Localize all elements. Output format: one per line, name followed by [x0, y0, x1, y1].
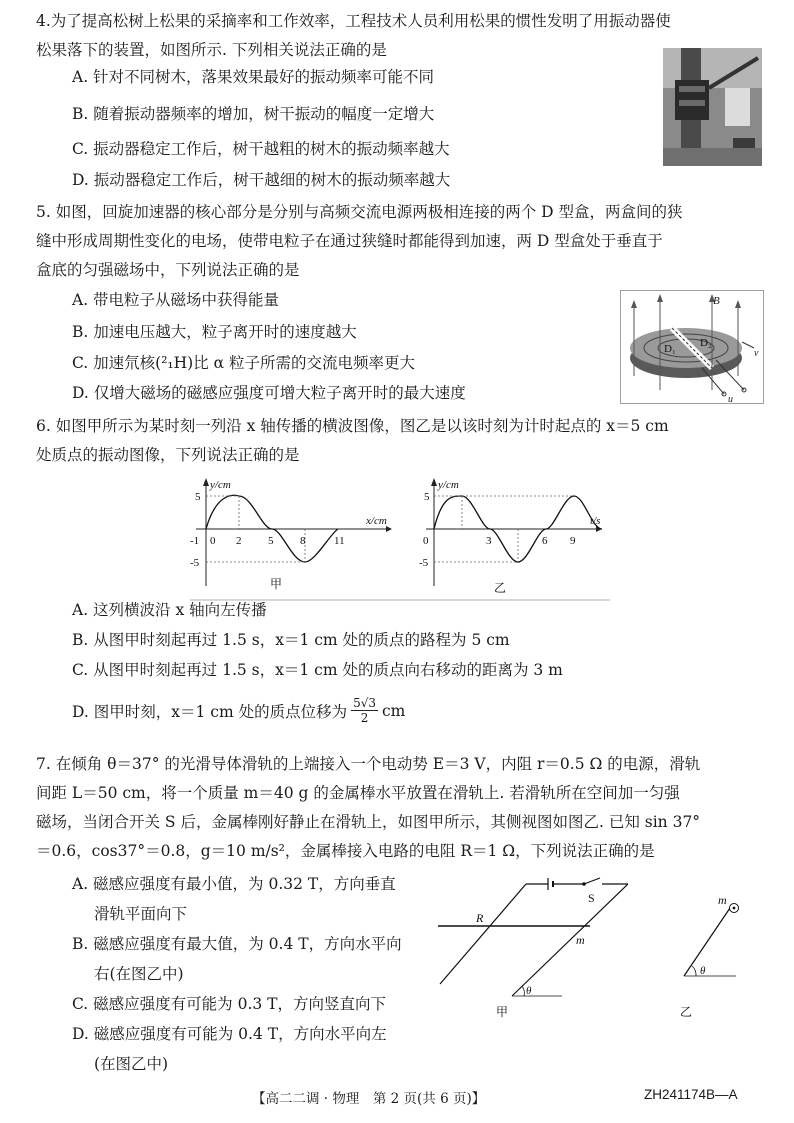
question-4-stem-line-1: 4.为了提高松树上松果的采摘率和工作效率，工程技术人员利用松果的惯性发明了用振动器使	[36, 12, 671, 30]
graph-yi-caption: 乙	[494, 581, 507, 595]
graph-yi-ylabel: y/cm	[438, 479, 459, 491]
label-mass-m: m	[576, 933, 585, 947]
graph-yi-ytick-neg5: -5	[419, 557, 429, 569]
question-7-option-b-cont: 右(在图乙中)	[94, 965, 184, 983]
question-6-option-d-unit: cm	[382, 701, 406, 720]
question-4-option-d: D. 振动器稳定工作后，树干越细的树木的振动频率越大	[72, 171, 451, 189]
question-6-option-a: A. 这列横波沿 x 轴向左传播	[72, 601, 267, 619]
question-7-stem-line-1: 7. 在倾角 θ＝37° 的光滑导体滑轨的上端接入一个电动势 E＝3 V，内阻 r＝0.5 Ω 的电源，滑轨	[36, 755, 701, 773]
question-7-stem-line-2: 间距 L＝50 cm，将一个质量 m＝40 g 的金属棒水平放置在滑轨上. 若滑轨所在空间加一匀强	[36, 784, 680, 802]
label-resistor-r: R	[476, 911, 484, 925]
question-6-option-b: B. 从图甲时刻起再过 1.5 s，x＝1 cm 处的质点的路程为 5 cm	[72, 631, 510, 649]
question-5-option-b: B. 加速电压越大，粒子离开时的速度越大	[72, 323, 357, 341]
graph-jia-xtick-8: 8	[300, 535, 306, 547]
question-6-option-d	[72, 696, 405, 725]
graph-jia-ylabel: y/cm	[210, 479, 231, 491]
label-mass-m-side: m	[718, 893, 727, 907]
label-d2: D₂	[700, 337, 712, 349]
question-7-option-b: B. 磁感应强度有最大值，为 0.4 T，方向水平向	[72, 935, 402, 953]
footer-code: ZH241174B—A	[644, 1087, 738, 1102]
rail-figure-yi-caption: 乙	[680, 1005, 693, 1019]
graph-yi-xtick-0: 0	[423, 535, 429, 547]
footer-page-info: 【高二二调 · 物理 第 2 页(共 6 页)】	[252, 1091, 486, 1107]
label-theta-side: θ	[700, 965, 706, 977]
question-4-option-b: B. 随着振动器频率的增加，树干振动的幅度一定增大	[72, 105, 435, 123]
wave-graphs-figure	[190, 474, 610, 602]
fraction	[351, 696, 378, 725]
graph-jia-xtick-2: 2	[236, 535, 242, 547]
tree-shaker-photo	[663, 48, 762, 166]
question-4-option-c: C. 振动器稳定工作后，树干越粗的树木的振动频率越大	[72, 140, 450, 158]
label-v: v	[754, 348, 759, 359]
graph-jia-ytick-5: 5	[195, 491, 201, 503]
fraction-numerator: 5√3	[353, 696, 376, 710]
question-6-option-d-prefix: D. 图甲时刻，x＝1 cm 处的质点位移为	[72, 702, 348, 721]
label-b: B	[713, 295, 720, 307]
graph-yi-ytick-5: 5	[424, 491, 430, 503]
graph-jia-xlabel: x/cm	[366, 515, 387, 527]
rail-figure-jia	[436, 866, 646, 1026]
question-7-option-d-cont: (在图乙中)	[94, 1055, 169, 1073]
graph-jia-xtick-11: 11	[334, 535, 345, 547]
graph-jia-xtick-neg1: -1	[190, 535, 200, 547]
question-4	[36, 7, 766, 65]
question-5-stem-line-3: 盒底的匀强磁场中，下列说法正确的是	[36, 261, 300, 279]
question-4-stem-line-2: 松果落下的装置，如图所示. 下列相关说法正确的是	[36, 41, 387, 59]
question-7-option-d: D. 磁感应强度有可能为 0.4 T，方向水平向左	[72, 1025, 387, 1043]
fraction-denominator: 2	[360, 711, 369, 725]
question-5-stem-line-1: 5. 如图，回旋加速器的核心部分是分别与高频交流电源两极相连接的两个 D 型盒，两盒间的狭	[36, 203, 683, 221]
question-7-option-a-cont: 滑轨平面向下	[94, 905, 188, 923]
graph-jia-ytick-neg5: -5	[190, 557, 200, 569]
graph-jia-caption: 甲	[270, 577, 283, 591]
question-5	[36, 198, 766, 285]
question-7-option-a: A. 磁感应强度有最小值，为 0.32 T，方向垂直	[72, 875, 396, 893]
question-7-stem-line-3: 磁场，当闭合开关 S 后，金属棒刚好静止在滑轨上，如图甲所示，其侧视图如图乙. 已知 sin 37°	[36, 813, 701, 831]
question-5-option-a: A. 带电粒子从磁场中获得能量	[72, 291, 280, 309]
question-4-option-a: A. 针对不同树木，落果效果最好的振动频率可能不同	[72, 68, 435, 86]
label-d1: D₁	[664, 343, 676, 355]
graph-yi	[419, 478, 602, 595]
question-7-option-c: C. 磁感应强度有可能为 0.3 T，方向竖直向下	[72, 995, 387, 1013]
rail-figure-yi	[666, 890, 766, 1020]
graph-yi-xlabel: t/s	[590, 515, 601, 527]
question-7-stem-line-4: ＝0.6，cos37°＝0.8，g＝10 m/s²，金属棒接入电路的电阻 R＝1 Ω，下列说法正确的是	[36, 842, 655, 860]
graph-jia-xtick-0: 0	[210, 535, 216, 547]
question-5-stem-line-2: 缝中形成周期性变化的电场，使带电粒子在通过狭缝时都能得到加速，两 D 型盒处于垂直于	[36, 232, 663, 250]
graph-yi-xtick-6: 6	[542, 535, 548, 547]
question-6-option-c: C. 从图甲时刻起再过 1.5 s，x＝1 cm 处的质点向右移动的距离为 3 m	[72, 661, 563, 679]
question-6	[36, 412, 766, 470]
question-6-stem-line-1: 6. 如图甲所示为某时刻一列沿 x 轴传播的横波图像，图乙是以该时刻为计时起点的 x＝5 cm	[36, 417, 669, 435]
question-5-option-d: D. 仅增大磁场的磁感应强度可增大粒子离开时的最大速度	[72, 384, 466, 402]
question-6-stem-line-2: 处质点的振动图像，下列说法正确的是	[36, 446, 300, 464]
graph-jia	[190, 478, 392, 591]
rail-figure-jia-caption: 甲	[496, 1005, 509, 1019]
question-7	[36, 750, 766, 866]
graph-yi-xtick-9: 9	[570, 535, 576, 547]
label-u: u	[728, 394, 733, 404]
question-5-option-c: C. 加速氘核(²₁H)比 α 粒子所需的交流电频率更大	[72, 354, 416, 372]
graph-yi-xtick-3: 3	[486, 535, 492, 547]
cyclotron-figure	[620, 290, 764, 404]
label-switch-s: S	[588, 891, 595, 905]
graph-jia-xtick-5: 5	[268, 535, 274, 547]
label-theta: θ	[526, 985, 532, 997]
